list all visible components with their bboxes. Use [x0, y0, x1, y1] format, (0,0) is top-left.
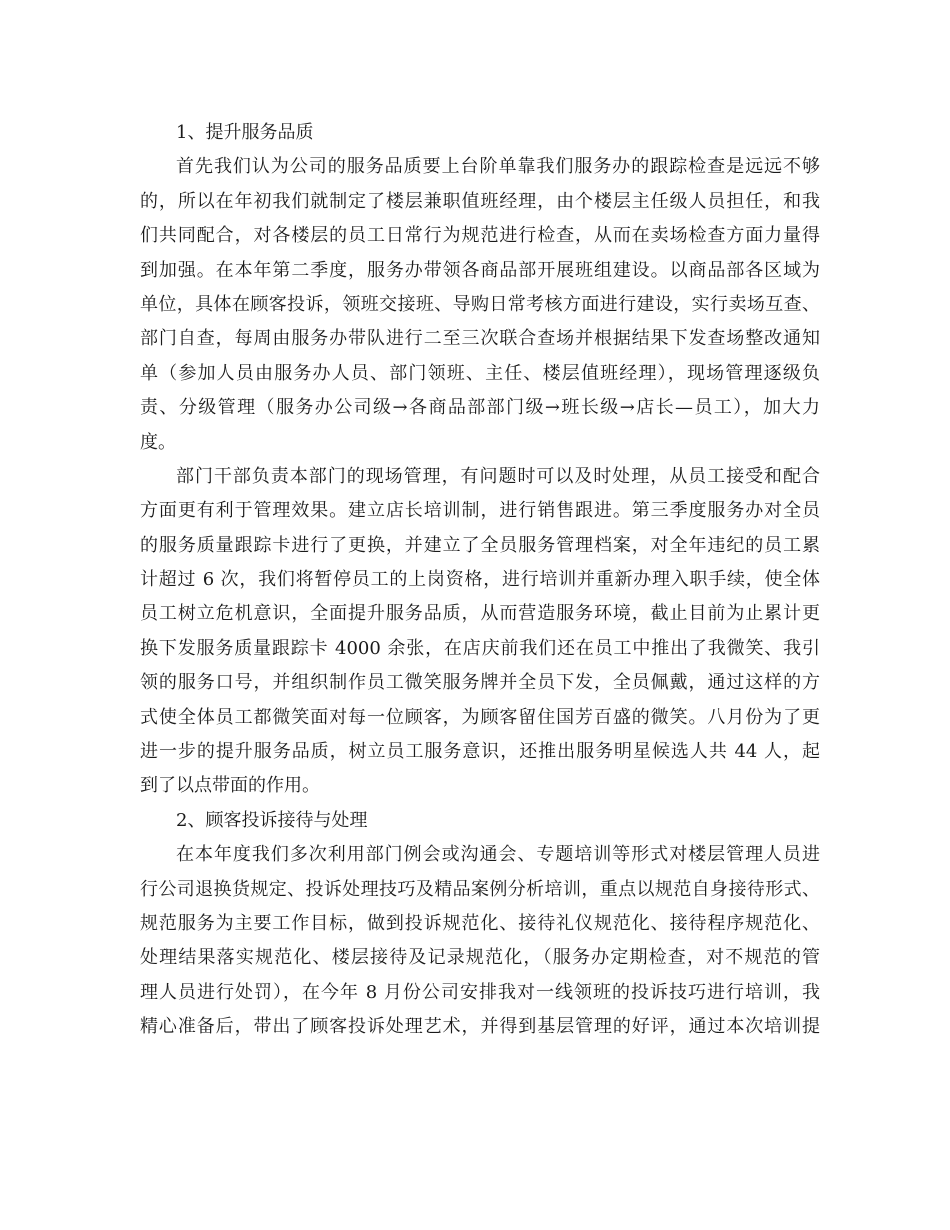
text-line: 单位，具体在顾客投诉，领班交接班、导购日常考核方面进行建设，实行卖场互查、	[140, 293, 820, 315]
text-line: 规范服务为主要工作目标，做到投诉规范化、接待礼仪规范化、接待程序规范化、	[140, 912, 820, 934]
text-line: 部门干部负责本部门的现场管理，有问题时可以及时处理，从员工接受和配合	[176, 465, 820, 487]
text-line: 在本年度我们多次利用部门例会或沟通会、专题培训等形式对楼层管理人员进	[176, 844, 820, 866]
text-line: 首先我们认为公司的服务品质要上台阶单靠我们服务办的跟踪检查是远远不够	[176, 156, 820, 178]
text-line: 换下发服务质量跟踪卡 4000 余张，在店庆前我们还在员工中推出了我微笑、我引	[140, 637, 820, 659]
text-line: 领的服务口号，并组织制作员工微笑服务牌并全员下发，全员佩戴，通过这样的方	[140, 672, 820, 694]
paragraph	[140, 838, 820, 1044]
section-heading: 1、提升服务品质	[176, 122, 314, 143]
text-line: 责、分级管理（服务办公司级→各商品部部门级→班长级→店长—员工），加大力	[140, 397, 820, 419]
text-line: 处理结果落实规范化、楼层接待及记录规范化，（服务办定期检查，对不规范的管	[140, 947, 820, 969]
text-line: 的服务质量跟踪卡进行了更换，并建立了全员服务管理档案，对全年违纪的员工累	[140, 534, 820, 556]
text-line: 度。	[140, 431, 176, 453]
text-line: 单（参加人员由服务办人员、部门领班、主任、楼层值班经理），现场管理逐级负	[140, 362, 820, 384]
text-line: 方面更有利于管理效果。建立店长培训制，进行销售跟进。第三季度服务办对全员	[140, 500, 820, 522]
text-line: 计超过 6 次，我们将暂停员工的上岗资格，进行培训并重新办理入职手续，使全体	[140, 569, 820, 591]
text-line: 的，所以在年初我们就制定了楼层兼职值班经理，由个楼层主任级人员担任，和我	[140, 190, 820, 212]
text-line: 精心准备后，带出了顾客投诉处理艺术，并得到基层管理的好评，通过本次培训提	[140, 1016, 820, 1038]
paragraph	[140, 150, 820, 460]
text-line: 行公司退换货规定、投诉处理技巧及精品案例分析培训，重点以规范自身接待形式、	[140, 878, 820, 900]
text-line: 员工树立危机意识，全面提升服务品质，从而营造服务环境，截止目前为止累计更	[140, 603, 820, 625]
text-line: 理人员进行处罚），在今年 8 月份公司安排我对一线领班的投诉技巧进行培训，我	[140, 981, 820, 1003]
paragraph	[140, 460, 820, 804]
text-line: 到加强。在本年第二季度，服务办带领各商品部开展班组建设。以商品部各区域为	[140, 259, 820, 281]
text-line: 进一步的提升服务品质，树立员工服务意识，还推出服务明星候选人共 44 人，起	[140, 741, 820, 763]
section-heading: 2、顾客投诉接待与处理	[176, 809, 368, 831]
text-line: 到了以点带面的作用。	[140, 775, 320, 797]
text-line: 们共同配合，对各楼层的员工日常行为规范进行检查，从而在卖场检查方面力量得	[140, 225, 820, 247]
text-line: 式使全体员工都微笑面对每一位顾客，为顾客留住国芳百盛的微笑。八月份为了更	[140, 706, 820, 728]
text-line: 部门自查，每周由服务办带队进行二至三次联合查场并根据结果下发查场整改通知	[140, 328, 820, 350]
document-page	[140, 116, 820, 1045]
